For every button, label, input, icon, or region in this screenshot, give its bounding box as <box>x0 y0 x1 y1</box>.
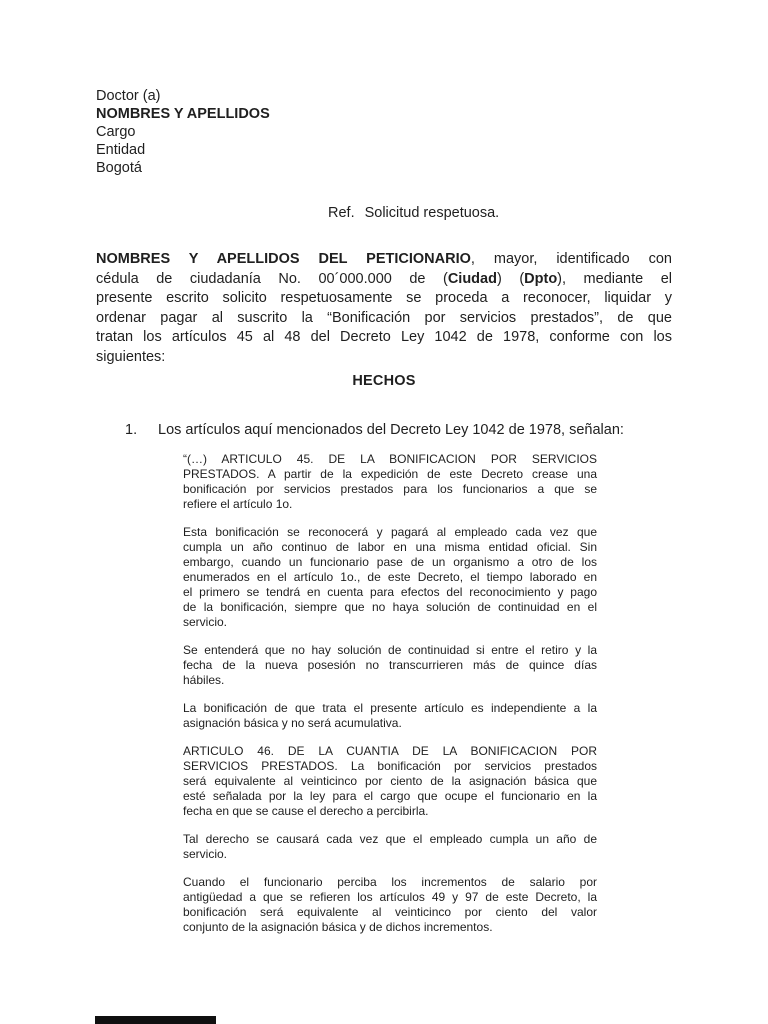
quote-line: Cuando el funcionario perciba los incrementos de salario por <box>183 875 597 889</box>
quote-line: “(…) ARTICULO 45. DE LA BONIFICACION POR SERVICIOS <box>183 452 597 466</box>
quote-paragraph <box>183 525 597 630</box>
quote-paragraph <box>183 701 597 731</box>
quote-line: bonificación será equivalente al veinticinco por ciento del valor <box>183 905 597 919</box>
heading-hechos: HECHOS <box>352 373 416 389</box>
recipient-city: Bogotá <box>96 160 142 176</box>
quote-paragraph <box>183 643 597 688</box>
quote-line: bonificación por servicios prestados para los funcionarios a que se <box>183 482 597 496</box>
reference-label: Ref. <box>328 205 355 221</box>
quote-line: cumpla un año continuo de labor en una misma entidad oficial. Sin <box>183 540 597 554</box>
list-item-text: Los artículos aquí mencionados del Decreto Ley 1042 de 1978, señalan: <box>158 422 624 438</box>
quote-line: ARTICULO 46. DE LA CUANTIA DE LA BONIFICACION POR <box>183 744 597 758</box>
quote-line: enumerados en el artículo 1o., de este Decreto, el tiempo laborado en <box>183 570 597 584</box>
opening-line: NOMBRES Y APELLIDOS DEL PETICIONARIO, mayor, identificado con <box>96 251 672 267</box>
opening-line: cédula de ciudadanía No. 00´000.000 de (Ciudad) (Dpto), mediante el <box>96 270 673 287</box>
quote-line: asignación básica y no será acumulativa. <box>183 716 402 730</box>
quote-block <box>183 452 597 935</box>
quote-line: antigüedad a que se refieren los artículos 49 y 97 de este Decreto, la <box>183 890 597 904</box>
quote-line: Tal derecho se causará cada vez que el empleado cumpla un año de <box>183 832 597 846</box>
quote-paragraph <box>183 832 597 862</box>
recipient-role: Cargo <box>96 124 136 140</box>
opening-line: presente escrito solicito respetuosamente se proceda a reconocer, liquidar y <box>96 290 672 306</box>
quote-paragraph <box>183 875 597 935</box>
opening-paragraph <box>96 250 672 367</box>
recipient-entity: Entidad <box>96 142 146 158</box>
reference-subject: Solicitud respetuosa. <box>364 205 500 221</box>
list-item-1 <box>96 421 672 440</box>
list-item-number: 1. <box>125 422 138 438</box>
quote-line: servicio. <box>183 847 228 861</box>
quote-paragraph <box>183 744 597 819</box>
quote-line: será equivalente al veinticinco por ciento de la asignación básica que <box>183 774 597 788</box>
quote-line: fecha de la nueva posesión no transcurrieren más de quince días <box>183 658 597 672</box>
opening-line: tratan los artículos 45 al 48 del Decreto Ley 1042 de 1978, conforme con los <box>96 329 672 345</box>
opening-line: ordenar pagar al suscrito la “Bonificación por servicios prestados”, de que <box>96 309 672 326</box>
quote-line: La bonificación de que trata el presente artículo es independiente a la <box>183 701 597 715</box>
quote-line: el primero se tendrá en cuenta para efectos del reconocimiento y pago <box>183 585 597 599</box>
quote-line: esté señalada por la ley para el cargo que ocupe el funcionario en la <box>183 789 597 803</box>
opening-line: siguientes: <box>96 348 166 365</box>
reference-line <box>328 204 672 223</box>
recipient-salutation: Doctor (a) <box>96 88 161 104</box>
quote-line: de la bonificación, siempre que no haya solución de continuidad en el <box>183 600 597 614</box>
quote-line: hábiles. <box>183 673 225 687</box>
quote-line: PRESTADOS. A partir de la expedición de este Decreto crease una <box>183 467 597 481</box>
quote-line: Se entenderá que no hay solución de continuidad si entre el retiro y la <box>183 643 597 657</box>
quote-line: servicio. <box>183 615 228 629</box>
quote-line: embargo, cuando un funcionario pase de un organismo a otro de los <box>183 555 597 569</box>
recipient-block <box>96 87 672 177</box>
quote-paragraph <box>183 452 597 512</box>
quote-line: SERVICIOS PRESTADOS. La bonificación por servicios prestados <box>183 759 597 773</box>
quote-line: Esta bonificación se reconocerá y pagará al empleado cada vez que <box>183 525 597 539</box>
bottom-left-bar <box>95 1016 216 1024</box>
recipient-name: NOMBRES Y APELLIDOS <box>96 106 270 122</box>
quote-line: refiere el artículo 1o. <box>183 497 293 511</box>
quote-line: conjunto de la asignación básica y de dichos incrementos. <box>183 920 493 934</box>
quote-line: fecha en que se cause el derecho a percibirla. <box>183 804 429 818</box>
